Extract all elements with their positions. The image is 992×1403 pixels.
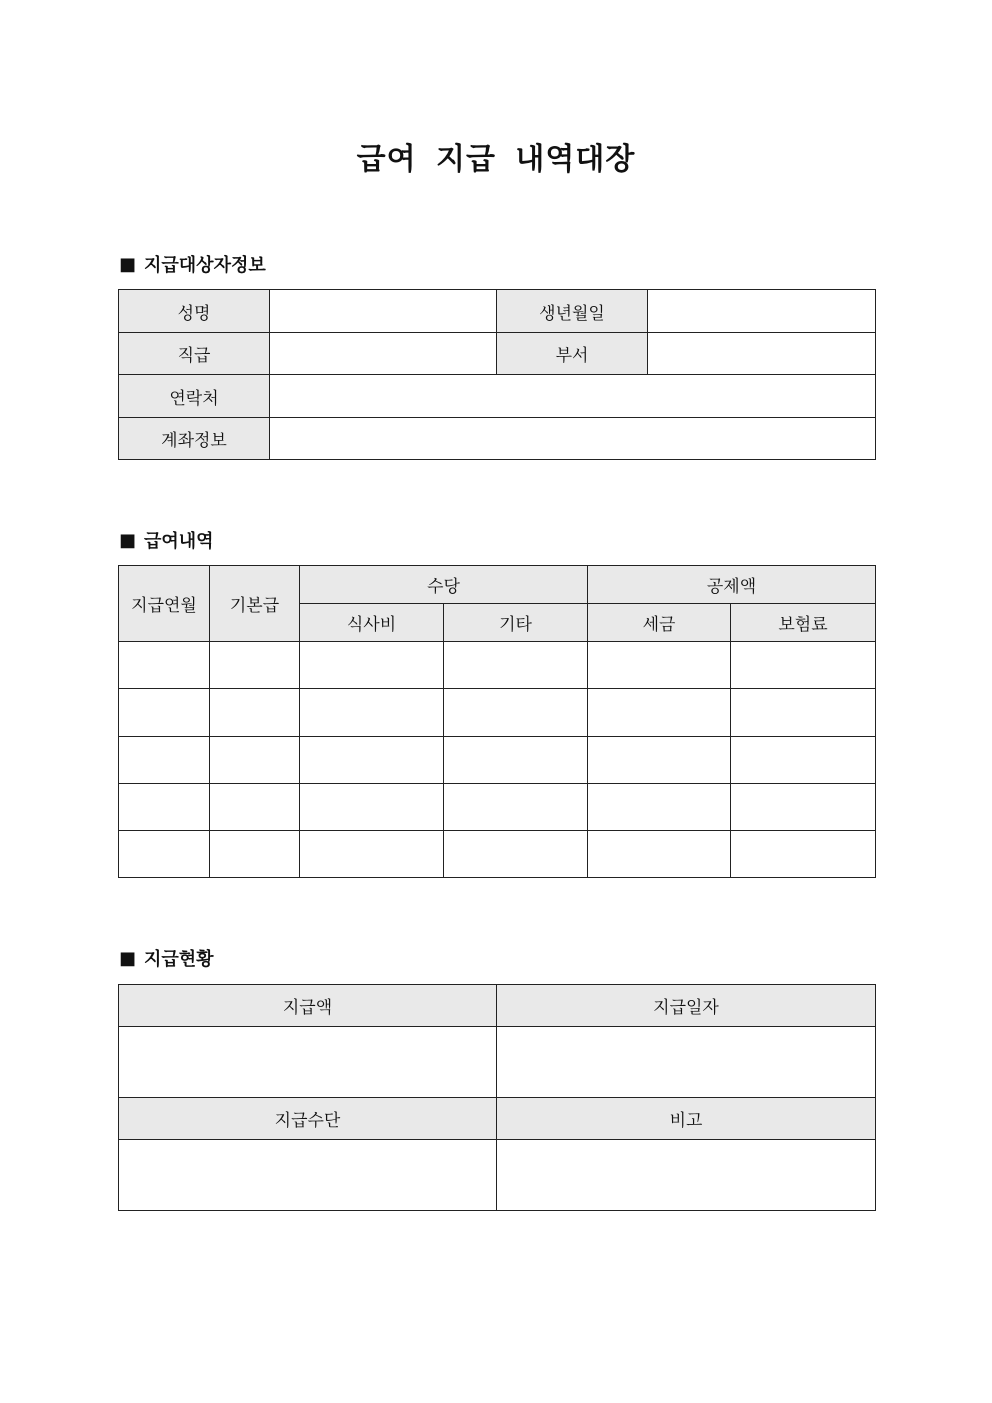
- pay-month-cell[interactable]: [119, 831, 210, 878]
- payment-status-table: [118, 984, 876, 1211]
- table-row: [119, 1140, 876, 1211]
- contact-label: 연락처: [119, 375, 270, 418]
- base-pay-cell[interactable]: [210, 831, 300, 878]
- note-label: 비고: [497, 1098, 876, 1140]
- allowance-header: 수당: [300, 566, 588, 604]
- salary-heading-text: 급여내역: [144, 531, 214, 552]
- table-row: [119, 375, 876, 418]
- base-pay-cell[interactable]: [210, 642, 300, 689]
- meal-cell[interactable]: [300, 689, 444, 737]
- position-label: 직급: [119, 333, 270, 375]
- contact-field[interactable]: [270, 375, 876, 418]
- table-header-row: [119, 985, 876, 1027]
- recipient-section-heading: [119, 251, 266, 277]
- table-row: [119, 784, 876, 831]
- other-cell[interactable]: [444, 737, 588, 784]
- tax-cell[interactable]: [588, 689, 731, 737]
- pay-month-cell[interactable]: [119, 642, 210, 689]
- insurance-cell[interactable]: [731, 831, 876, 878]
- other-cell[interactable]: [444, 784, 588, 831]
- pay-month-header: 지급연월: [119, 566, 210, 642]
- pay-month-cell[interactable]: [119, 784, 210, 831]
- note-field[interactable]: [497, 1140, 876, 1211]
- meal-header: 식사비: [300, 604, 444, 642]
- square-bullet-icon: ■: [119, 253, 137, 275]
- department-label: 부서: [497, 333, 648, 375]
- tax-cell[interactable]: [588, 784, 731, 831]
- square-bullet-icon: ■: [119, 529, 137, 551]
- table-row: [119, 737, 876, 784]
- base-pay-header: 기본급: [210, 566, 300, 642]
- base-pay-cell[interactable]: [210, 784, 300, 831]
- position-field[interactable]: [270, 333, 497, 375]
- other-header: 기타: [444, 604, 588, 642]
- pay-month-cell[interactable]: [119, 737, 210, 784]
- pay-month-cell[interactable]: [119, 689, 210, 737]
- insurance-cell[interactable]: [731, 689, 876, 737]
- table-row: [119, 831, 876, 878]
- table-row: [119, 290, 876, 333]
- square-bullet-icon: ■: [119, 947, 137, 969]
- account-field[interactable]: [270, 418, 876, 460]
- tax-cell[interactable]: [588, 831, 731, 878]
- document-title: 급여 지급 내역대장: [356, 142, 636, 177]
- base-pay-cell[interactable]: [210, 689, 300, 737]
- insurance-cell[interactable]: [731, 737, 876, 784]
- meal-cell[interactable]: [300, 642, 444, 689]
- table-row: [119, 1027, 876, 1098]
- base-pay-cell[interactable]: [210, 737, 300, 784]
- method-label: 지급수단: [119, 1098, 497, 1140]
- insurance-header: 보험료: [731, 604, 876, 642]
- salary-section-heading: [119, 527, 214, 553]
- name-label: 성명: [119, 290, 270, 333]
- insurance-cell[interactable]: [731, 784, 876, 831]
- name-field[interactable]: [270, 290, 497, 333]
- meal-cell[interactable]: [300, 737, 444, 784]
- recipient-info-table: [118, 289, 876, 460]
- amount-field[interactable]: [119, 1027, 497, 1098]
- meal-cell[interactable]: [300, 784, 444, 831]
- other-cell[interactable]: [444, 642, 588, 689]
- deduction-header: 공제액: [588, 566, 876, 604]
- birthdate-field[interactable]: [648, 290, 876, 333]
- birthdate-label: 생년월일: [497, 290, 648, 333]
- recipient-heading-text: 지급대상자정보: [144, 255, 266, 276]
- date-label: 지급일자: [497, 985, 876, 1027]
- other-cell[interactable]: [444, 689, 588, 737]
- payment-heading-text: 지급현황: [144, 949, 214, 970]
- tax-cell[interactable]: [588, 642, 731, 689]
- table-header-row: [119, 1098, 876, 1140]
- account-label: 계좌정보: [119, 418, 270, 460]
- table-row: [119, 333, 876, 375]
- department-field[interactable]: [648, 333, 876, 375]
- table-row: [119, 418, 876, 460]
- payment-section-heading: [119, 945, 214, 971]
- table-row: [119, 642, 876, 689]
- other-cell[interactable]: [444, 831, 588, 878]
- method-field[interactable]: [119, 1140, 497, 1211]
- table-header-row: [119, 566, 876, 604]
- date-field[interactable]: [497, 1027, 876, 1098]
- salary-details-table: [118, 565, 876, 878]
- insurance-cell[interactable]: [731, 642, 876, 689]
- meal-cell[interactable]: [300, 831, 444, 878]
- amount-label: 지급액: [119, 985, 497, 1027]
- tax-cell[interactable]: [588, 737, 731, 784]
- table-row: [119, 689, 876, 737]
- tax-header: 세금: [588, 604, 731, 642]
